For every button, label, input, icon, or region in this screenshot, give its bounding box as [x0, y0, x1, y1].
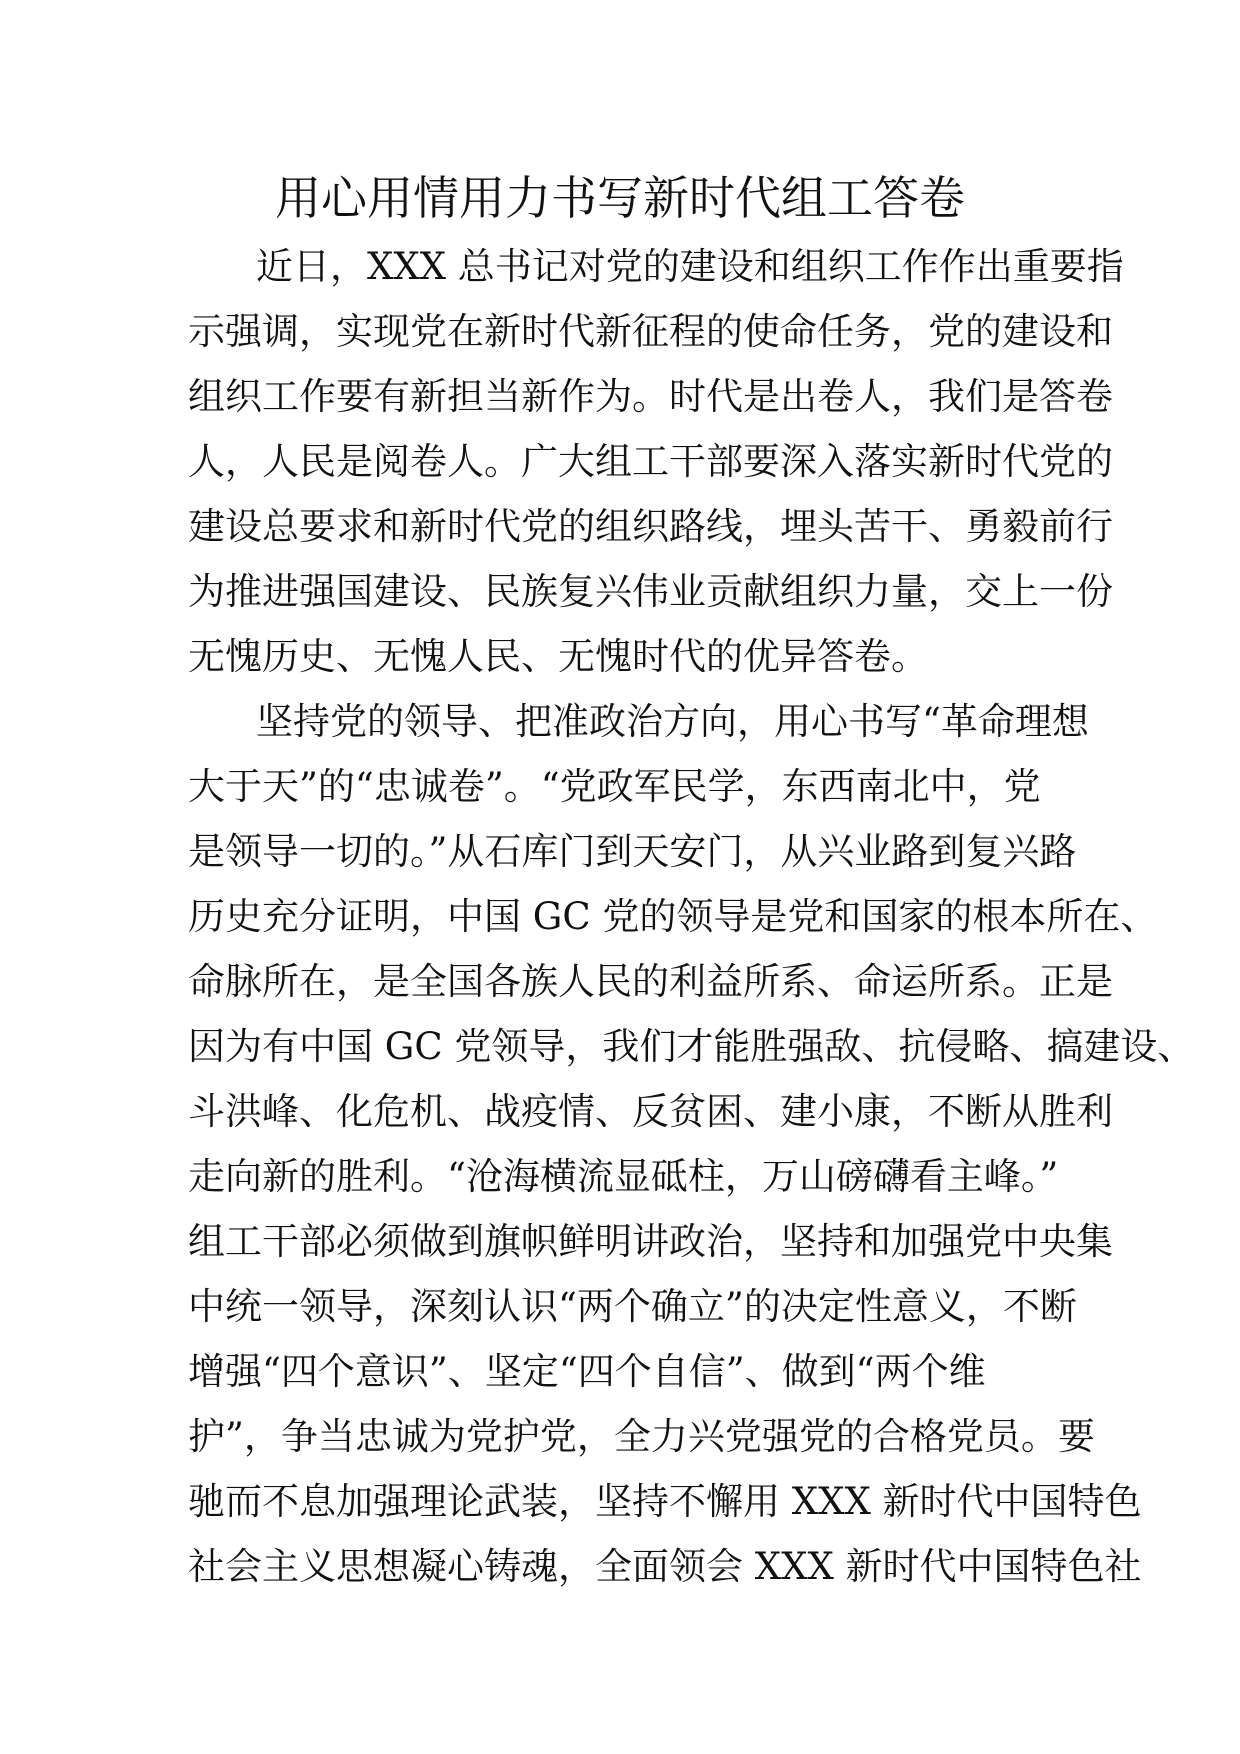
paragraph-2-line-13: 驰而不息加强理论武装，坚持不懈用 XXX 新时代中国特色	[188, 1480, 1142, 1523]
paragraph-2-line-12: 护”，争当忠诚为党护党，全力兴党强党的合格党员。要	[188, 1415, 1095, 1458]
paragraph-2-line-4: 历史充分证明，中国 GC 党的领导是党和国家的根本所在、	[188, 895, 1158, 938]
paragraph-2-line-6: 因为有中国 GC 党领导，我们才能胜强敌、抗侵略、搞建设、	[188, 1025, 1195, 1068]
paragraph-2-line-14: 社会主义思想凝心铸魂，全面领会 XXX 新时代中国特色社	[188, 1545, 1142, 1588]
paragraph-1-line-6: 为推进强国建设、民族复兴伟业贡献组织力量，交上一份	[188, 570, 1113, 613]
paragraph-2-line-7: 斗洪峰、化危机、战疫情、反贫困、建小康，不断从胜利	[188, 1090, 1113, 1133]
paragraph-1-line-4: 人，人民是阅卷人。广大组工干部要深入落实新时代党的	[188, 440, 1113, 483]
paragraph-2-line-3: 是领导一切的。”从石库门到天安门，从兴业路到复兴路	[188, 830, 1077, 873]
paragraph-2-line-5: 命脉所在，是全国各族人民的利益所系、命运所系。正是	[188, 960, 1113, 1003]
paragraph-2-line-2: 大于天”的“忠诚卷”。“党政军民学，东西南北中，党	[188, 765, 1041, 808]
paragraph-2-line-9: 组工干部必须做到旗帜鲜明讲政治，坚持和加强党中央集	[188, 1220, 1113, 1263]
paragraph-1-line-1: 近日，XXX 总书记对党的建设和组织工作作出重要指	[256, 245, 1124, 288]
paragraph-2-line-1: 坚持党的领导、把准政治方向，用心书写“革命理想	[256, 700, 1089, 743]
document-body	[188, 234, 1195, 1599]
paragraph-2-line-11: 增强“四个意识”、坚定“四个自信”、做到“两个维	[188, 1350, 986, 1393]
paragraph-1-line-3: 组织工作要有新担当新作为。时代是出卷人，我们是答卷	[188, 375, 1113, 418]
paragraph-1-line-5: 建设总要求和新时代党的组织路线，埋头苦干、勇毅前行	[188, 505, 1113, 548]
paragraph-2-line-10: 中统一领导，深刻认识“两个确立”的决定性意义，不断	[188, 1285, 1077, 1328]
paragraph-1-line-7: 无愧历史、无愧人民、无愧时代的优异答卷。	[188, 635, 928, 678]
document-title: 用心用情用力书写新时代组工答卷	[275, 171, 965, 225]
paragraph-1-line-2: 示强调，实现党在新时代新征程的使命任务，党的建设和	[188, 310, 1113, 353]
paragraph-2-line-8: 走向新的胜利。“沧海横流显砥柱，万山磅礴看主峰。”	[188, 1155, 1059, 1198]
